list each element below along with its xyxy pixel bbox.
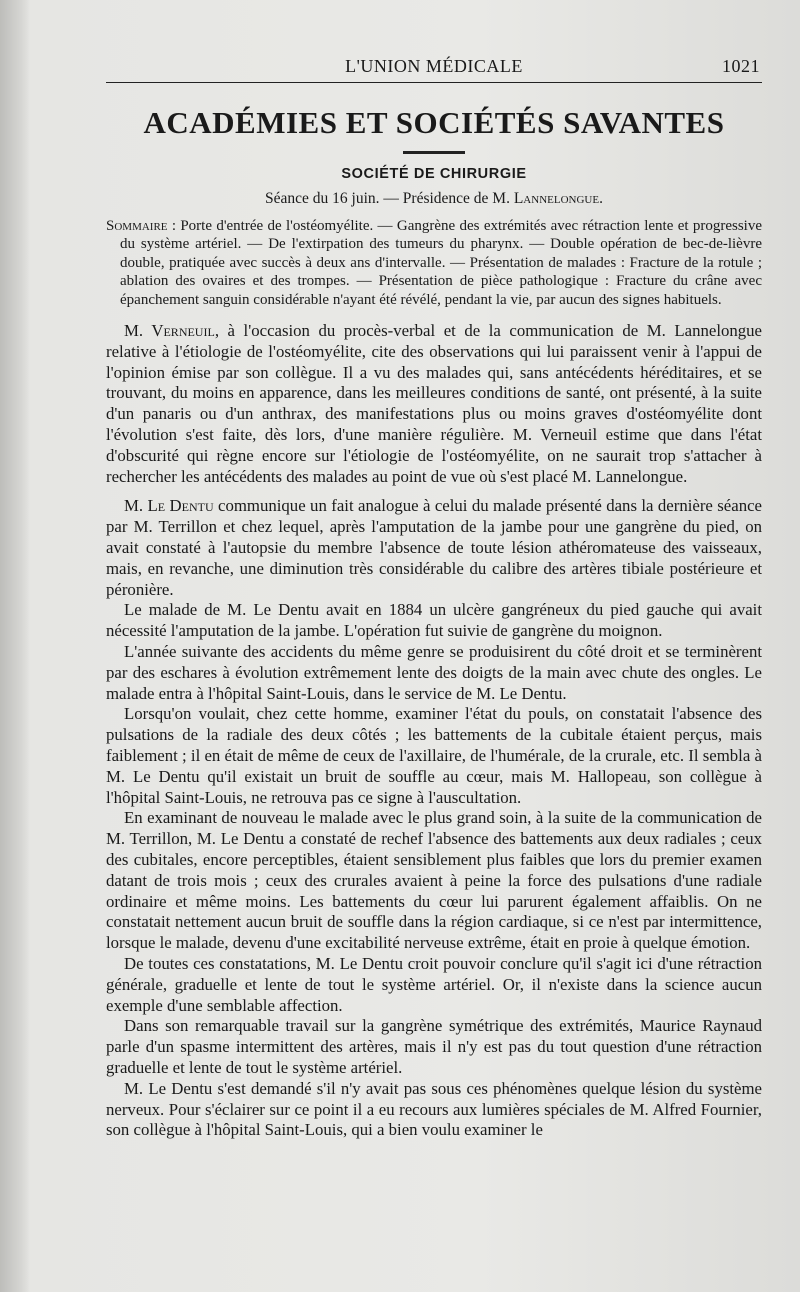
paragraph-text: De toutes ces constatations, M. Le Dentu croit pouvoir conclure qu'il s'agit ici d'une rétraction générale, graduelle et lente de tout le système artériel. Or, il n'existe dans la science aucun exemple d'une semblable affection. <box>106 953 762 1015</box>
paragraph <box>106 600 762 642</box>
paragraph-text: Lorsqu'on voulait, chez cette homme, examiner l'état du pouls, on constatait l'absence des pulsations de la radiale des deux côtés ; les battements de la cubitale étaient perçus, mais faiblement ; il en était de même de ceux de l'axillaire, de l'humérale, de la crurale, etc. Il sembla à M. Le Dentu qu'il existait un bruit de souffle au cœur, mais M. Hallopeau, son collègue à l'hôpital Saint-Louis, ne retrouva pas ce signe à l'auscultation. <box>106 704 762 807</box>
summary <box>106 217 762 309</box>
paragraph-text: Le malade de M. Le Dentu avait en 1884 un ulcère gangréneux du pied gauche qui avait nécessité l'amputation de la jambe. L'opération fut suivie de gangrène du moignon. <box>106 600 762 641</box>
paragraph <box>106 1016 762 1078</box>
page-spine-shadow <box>0 0 30 1292</box>
paragraph-text: Dans son remarquable travail sur la gangrène symétrique des extrémités, Maurice Raynaud parle d'un spasme intermittent des artères, mais il n'y est pas du tout question d'une rétraction graduelle et lente de tout le système artériel. <box>106 1016 762 1077</box>
paragraph <box>106 808 762 954</box>
paragraph-lead: M. Verneuil <box>124 321 215 341</box>
society-heading: SOCIÉTÉ DE CHIRURGIE <box>341 166 527 182</box>
president-name: Lannelongue. <box>513 190 603 207</box>
paragraph-text: M. Le Dentu s'est demandé s'il n'y avait pas sous ces phénomènes quelque lésion du système nerveux. Pour s'éclairer sur ce point il a eu recours aux lumières spéciales de M. Alfred Fournier, son collègue à l'hôpital Saint-Louis, qui a bien voulu examiner le <box>106 1078 762 1140</box>
paragraph <box>106 496 762 600</box>
paragraph <box>106 321 762 487</box>
summary-lead: Sommaire <box>106 218 168 234</box>
paragraph <box>106 642 762 704</box>
summary-text: : Porte d'entrée de l'ostéomyélite. — Gangrène des extrémités avec rétraction lente et progressive du système artériel. — De l'extirpation des tumeurs du pharynx. — Double opération de bec-de-lièvre double, pratiquée avec succès à deux ans d'intervalle. — Présentation de malades : Fracture de la rotule ; ablation des ovaires et des trompes. — Présentation de pièce pathologique : Fracture du crâne avec épanchement sanguin considérable n'ayant été révélé, pendant la vie, par aucun des signes habituels. <box>120 218 762 308</box>
paragraph-text: En examinant de nouveau le malade avec le plus grand soin, à la suite de la communication de M. Terrillon, M. Le Dentu a constaté de rechef l'absence des battements aux deux radiales ; ceux des cubitales, encore perceptibles, étaient sensiblement plus faibles que lors du premier examen datant de trois mois ; ceux des crurales avaient à peine la force des pulsations d'une radiale ordinaire et même moins. Les battements du cœur lui parurent également affaiblis. On ne constatait nettement aucun bruit de souffle dans la région cardiaque, si ce n'est par intermittence, lorsque le malade, devenu d'une excitabilité nerveuse extrême, était en proie à quelque émotion. <box>106 808 762 953</box>
paragraph-lead: M. Le Dentu <box>124 496 214 516</box>
article-body <box>106 321 762 1141</box>
page-number: 1021 <box>722 56 760 76</box>
title-rule <box>403 151 465 154</box>
paragraph <box>106 954 762 1016</box>
paragraph-text: , à l'occasion du procès-verbal et de la communication de M. Lannelongue relative à l'étiologie de l'ostéomyélite, cite des observations qui lui paraissent venir à l'appui de l'opinion émise par son collègue. Il a vu des malades qui, sans antécédents héréditaires, et se trouvant, du moins en apparence, dans les meilleures conditions de santé, ont présenté, à la suite d'un panaris ou d'un anthrax, des manifestations plus ou moins graves d'ostéomyélite dont l'évolution s'est faite, dès lors, d'une manière régulière. M. Verneuil estime que dans l'état d'obscurité qui règne encore sur l'étiologie de l'ostéomyélite, on ne saurait trop s'attacher à rechercher les antécédents des malades au point de vue où s'est placé M. Lannelongue. <box>106 321 762 486</box>
seance-line <box>106 189 762 209</box>
paragraph <box>106 1079 762 1141</box>
section-title: ACADÉMIES ET SOCIÉTÉS SAVANTES <box>143 105 725 140</box>
running-head <box>106 52 762 83</box>
journal-title: L'UNION MÉDICALE <box>345 56 523 76</box>
seance-text: Séance du 16 juin. — Présidence de M. <box>265 190 514 207</box>
paragraph <box>106 704 762 808</box>
paragraph-text: communique un fait analogue à celui du malade présenté dans la dernière séance par M. Terrillon et chez lequel, après l'amputation de la jambe pour une gangrène du pied, on avait constaté à l'autopsie du membre l'absence de toute lésion athéromateuse des vaisseaux, mais, en revanche, une diminution très considérable du calibre des artères tibiale postérieure et péronière. <box>106 496 762 599</box>
paragraph-text: L'année suivante des accidents du même genre se produisirent du côté droit et se terminèrent par des eschares à évolution extrêmement lente des doigts de la main avec chute des ongles. Le malade entra à l'hôpital Saint-Louis, dans le service de M. Le Dentu. <box>106 641 762 703</box>
